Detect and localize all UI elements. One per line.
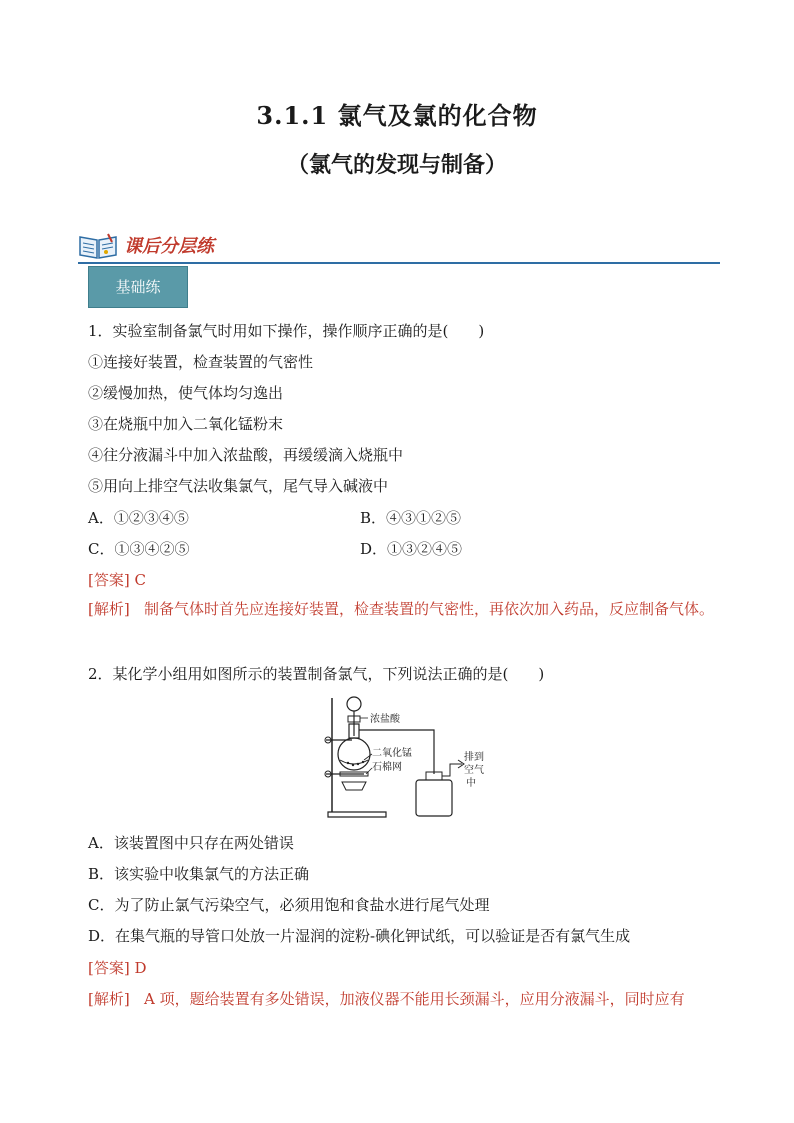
level-tag: 基础练	[88, 266, 188, 308]
option-c: C．为了防止氯气污染空气，必须用饱和食盐水进行尾气处理	[88, 896, 490, 914]
list-item: ②缓慢加热，使气体均匀逸出	[88, 384, 284, 402]
option-a: A．①②③④⑤	[88, 509, 189, 527]
analysis-text: 制备气体时首先应连接好装置，检查装置的气密性，再依次加入药品，反应制备气体。	[144, 600, 715, 618]
page-subtitle: （氯气的发现与制备）	[286, 152, 507, 178]
option-a: A．该装置图中只存在两处错误	[88, 834, 294, 852]
apparatus-figure	[316, 694, 484, 822]
option-b: B．④③①②⑤	[360, 509, 462, 527]
option-b: B．该实验中收集氯气的方法正确	[88, 865, 310, 883]
option-d: D．①③②④⑤	[360, 540, 463, 558]
label-gauze: 石棉网	[372, 762, 402, 773]
question-stem: 1．实验室制备氯气时用如下操作，操作顺序正确的是( )	[88, 322, 485, 340]
label-mno2: 二氧化锰	[372, 748, 412, 759]
label-exhaust-2: 空气	[464, 765, 484, 776]
analysis-paragraph	[88, 988, 685, 1009]
label-exhaust-3: 中	[466, 778, 476, 789]
page-title: 3.1.1 氯气及氯的化合物	[256, 101, 538, 130]
list-item: ①连接好装置，检查装置的气密性	[88, 353, 314, 371]
question-stem: 2．某化学小组用如图所示的装置制备氯气，下列说法正确的是( )	[88, 665, 545, 683]
label-acid: 浓盐酸	[370, 714, 400, 725]
answer-line: [答案] C	[88, 571, 146, 589]
label-exhaust-1: 排到	[464, 752, 484, 763]
analysis-text: A 项，题给装置有多处错误，加液仪器不能用长颈漏斗，应用分液漏斗，同时应有	[144, 990, 685, 1008]
analysis-label: [解析]	[88, 990, 130, 1008]
list-item: ⑤用向上排空气法收集氯气，尾气导入碱液中	[88, 477, 389, 495]
open-book-icon	[78, 232, 118, 260]
option-d: D．在集气瓶的导管口处放一片湿润的淀粉-碘化钾试纸，可以验证是否有氯气生成	[88, 927, 631, 945]
section-header	[78, 230, 720, 264]
option-c: C．①③④②⑤	[88, 540, 190, 558]
section-label: 课后分层练	[124, 236, 214, 257]
answer-line: [答案] D	[88, 959, 147, 977]
list-item: ③在烧瓶中加入二氧化锰粉末	[88, 415, 284, 433]
analysis-paragraph	[88, 594, 722, 625]
list-item: ④往分液漏斗中加入浓盐酸，再缓缓滴入烧瓶中	[88, 446, 404, 464]
analysis-label: [解析]	[88, 600, 130, 618]
section-divider	[78, 262, 720, 264]
